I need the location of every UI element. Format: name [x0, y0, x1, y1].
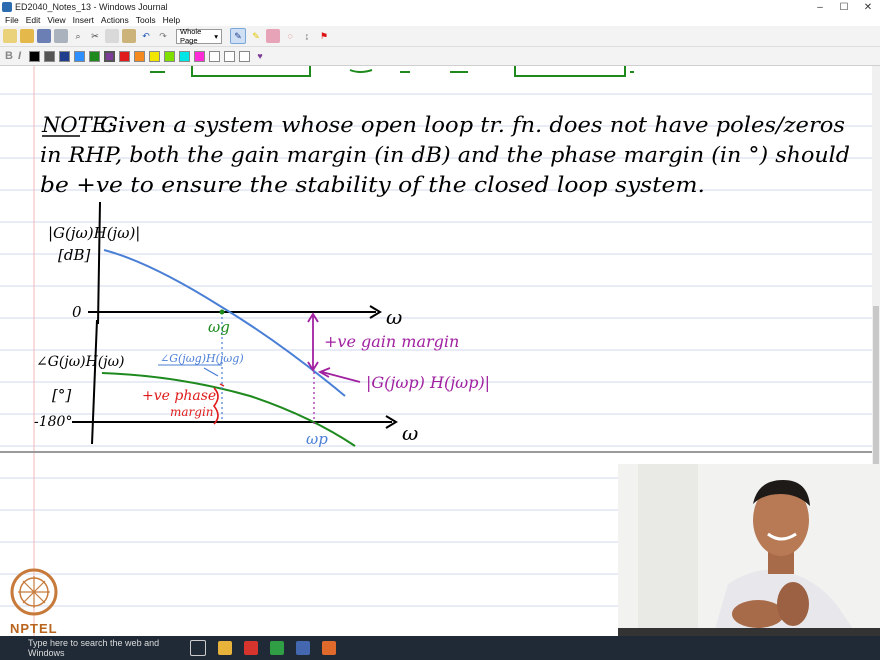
gain-at-wp-label: |G(jωp) H(jωp)| [366, 373, 491, 392]
phase-margin-label-1: +ve phase [142, 388, 217, 404]
flag-icon[interactable]: ⚑ [319, 30, 329, 41]
phase-margin-label-2: margin [170, 405, 214, 419]
taskbar-search[interactable]: Type here to search the web and Windows [28, 638, 160, 658]
eraser-icon[interactable] [266, 29, 280, 43]
lasso-select-icon[interactable]: ◌ [287, 31, 293, 41]
zoom-select[interactable] [176, 29, 222, 44]
nptel-emblem-icon [8, 568, 60, 620]
bold-button[interactable]: B [5, 50, 13, 62]
color-swatch-white-2[interactable] [224, 51, 235, 62]
gain-margin-label: +ve gain margin [324, 332, 460, 351]
chevron-down-icon: ▾ [214, 31, 218, 41]
mag-unit-label: [dB] [58, 246, 91, 264]
phase-axis-label: ∠G(jω)H(jω) [36, 354, 125, 370]
standard-toolbar [0, 26, 880, 47]
note-label: NOTE: [42, 113, 115, 137]
scrollbar-thumb[interactable] [873, 306, 879, 466]
app-orange-icon[interactable] [322, 641, 336, 655]
lecturer-video-icon [618, 464, 880, 636]
phase-unit-label: [°] [52, 386, 72, 404]
task-view-icon[interactable] [190, 640, 206, 656]
close-button[interactable]: ✕ [863, 1, 873, 13]
omega-label-phase: ω [402, 421, 419, 445]
color-swatch-red[interactable] [119, 51, 130, 62]
minimize-button[interactable]: – [817, 1, 823, 13]
color-swatch-yellow[interactable] [149, 51, 160, 62]
omega-g-label: ωg [208, 318, 230, 336]
title-bar [0, 0, 880, 15]
insert-space-icon[interactable]: ↨ [304, 31, 310, 41]
open-icon[interactable] [20, 29, 34, 43]
nptel-label: NPTEL [10, 621, 58, 636]
menu-bar [0, 14, 880, 26]
color-swatch-white-3[interactable] [239, 51, 250, 62]
journal-taskbar-icon[interactable] [296, 641, 310, 655]
color-swatch-white-1[interactable] [209, 51, 220, 62]
maximize-button[interactable]: ☐ [839, 1, 849, 13]
color-swatch-purple[interactable] [104, 51, 115, 62]
app-green-icon[interactable] [270, 641, 284, 655]
menu-actions[interactable]: Actions [100, 15, 129, 25]
cut-icon[interactable]: ✂ [91, 30, 99, 41]
color-swatch-lime[interactable] [164, 51, 175, 62]
new-note-icon[interactable] [3, 29, 17, 43]
menu-help[interactable]: Help [162, 15, 181, 25]
note-line-2: in RHP, both the gain margin (in dB) and the phase margin (in °) should [40, 143, 850, 167]
zoom-select-value: Whole Page [180, 27, 202, 45]
phase-at-wg-label: ∠G(jωg)H(jωg) [160, 352, 244, 365]
file-explorer-icon[interactable] [218, 641, 232, 655]
paste-icon[interactable] [122, 29, 136, 43]
redo-icon[interactable]: ↷ [159, 30, 167, 41]
menu-file[interactable]: File [5, 15, 19, 25]
omega-label-mag: ω [386, 305, 403, 329]
menu-view[interactable]: View [47, 15, 66, 25]
mag-axis-label: |G(jω)H(jω)| [48, 224, 141, 242]
format-toolbar [0, 47, 880, 66]
color-swatch-gray[interactable] [44, 51, 55, 62]
menu-edit[interactable]: Edit [25, 15, 41, 25]
highlighter-icon[interactable]: ✎ [252, 30, 260, 41]
color-swatch-orange[interactable] [134, 51, 145, 62]
color-swatch-navy[interactable] [59, 51, 70, 62]
color-swatch-blue[interactable] [74, 51, 85, 62]
print-icon[interactable] [54, 29, 68, 43]
zero-db-label: 0 [72, 303, 82, 321]
app-red-icon[interactable] [244, 641, 258, 655]
color-swatch-black[interactable] [29, 51, 40, 62]
color-swatch-green[interactable] [89, 51, 100, 62]
previous-equation-remnant [150, 66, 634, 76]
pen-settings-icon[interactable]: ♥ [257, 51, 263, 61]
save-icon[interactable] [37, 29, 51, 43]
find-icon[interactable]: ⌕ [75, 30, 81, 41]
menu-insert[interactable]: Insert [72, 15, 94, 25]
minus-180-label: -180° [34, 414, 73, 430]
journal-app-icon [2, 2, 12, 12]
copy-icon[interactable] [105, 29, 119, 43]
note-line-1: Given a system whose open loop tr. fn. does not have poles/zeros [100, 113, 846, 137]
pen-icon[interactable]: ✎ [230, 28, 246, 44]
color-swatch-cyan[interactable] [179, 51, 190, 62]
webcam-overlay [618, 464, 880, 636]
italic-button[interactable]: I [17, 50, 22, 62]
undo-icon[interactable]: ↶ [142, 30, 150, 41]
omega-p-label: ωp [306, 430, 328, 448]
taskbar [0, 636, 880, 660]
note-line-3: be +ve to ensure the stability of the closed loop system. [40, 173, 705, 197]
menu-tools[interactable]: Tools [135, 15, 156, 25]
window-controls [808, 0, 880, 14]
window-title: ED2040_Notes_13 - Windows Journal [15, 2, 168, 12]
mag-y-axis [98, 202, 100, 324]
color-swatch-magenta[interactable] [194, 51, 205, 62]
nptel-logo [8, 568, 60, 636]
